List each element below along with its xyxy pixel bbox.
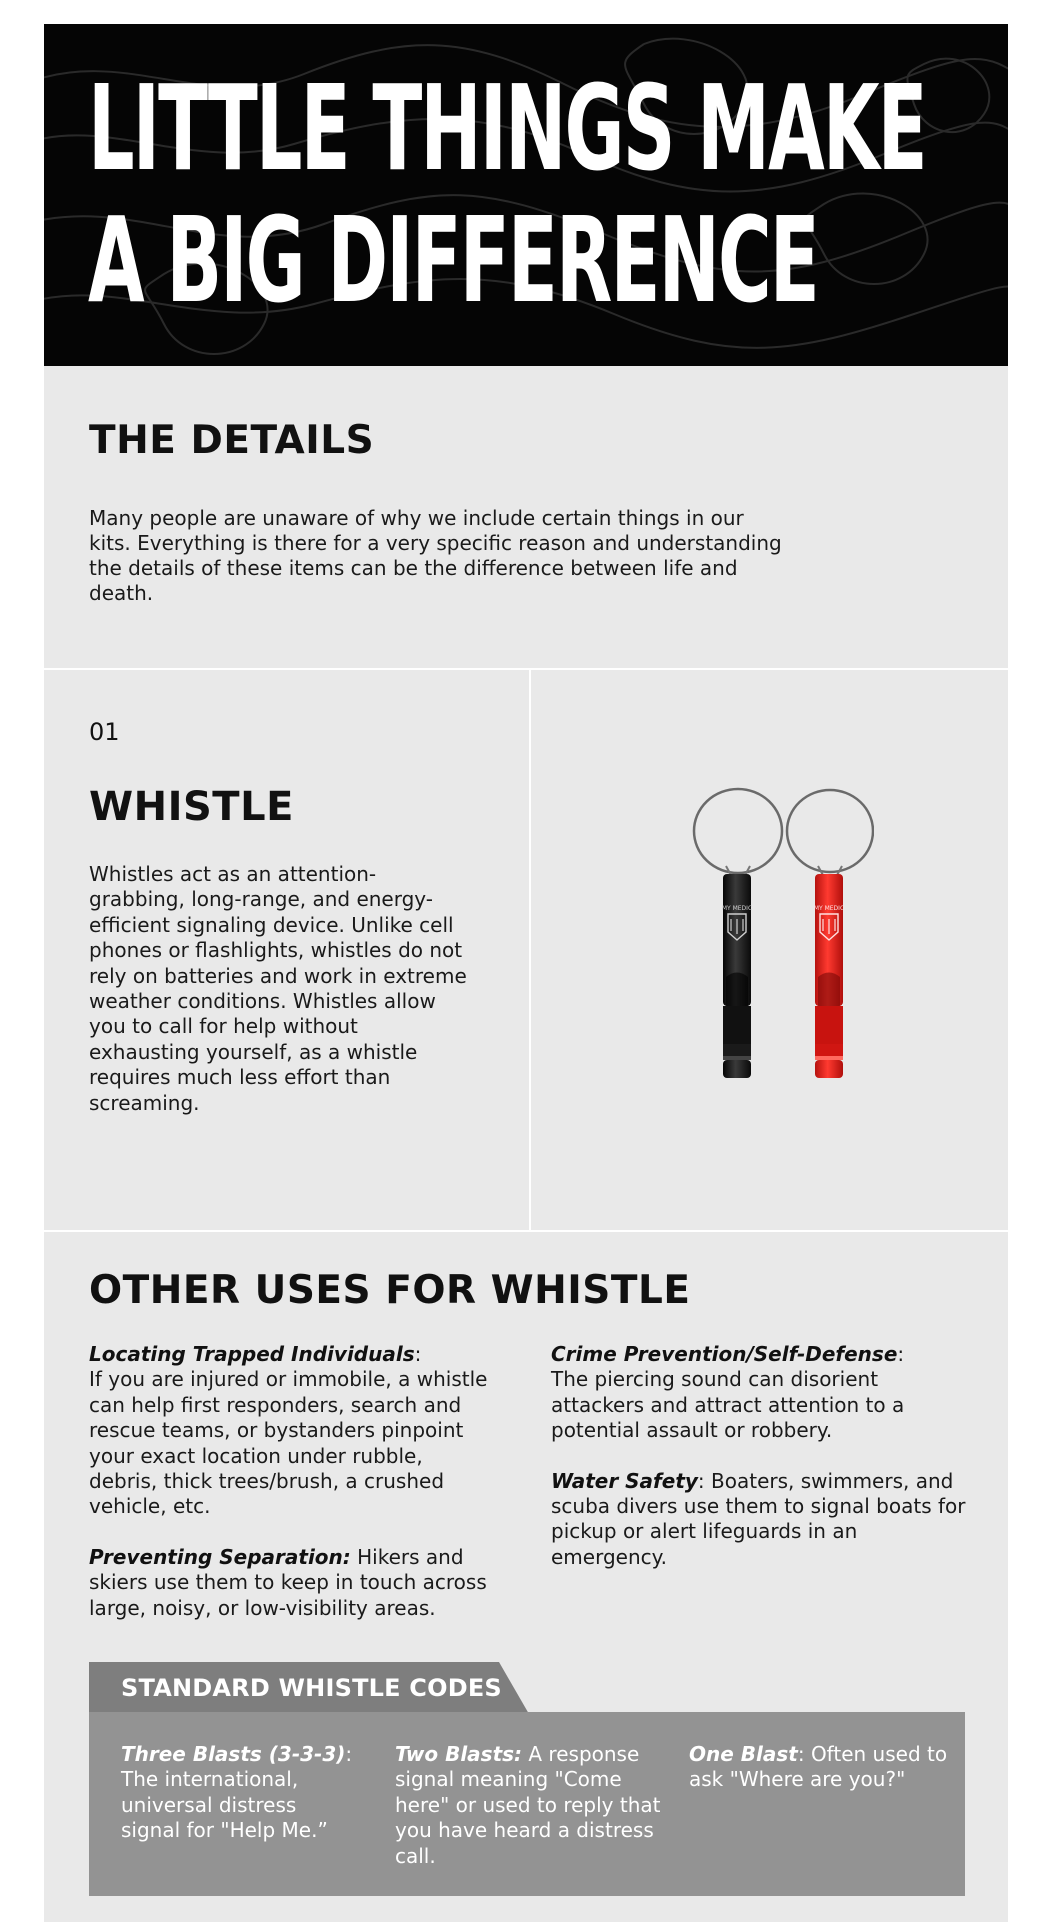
column-divider xyxy=(529,670,531,1230)
code-item xyxy=(121,1742,361,1844)
svg-text:MY MEDIC: MY MEDIC xyxy=(813,905,845,912)
codes-title: STANDARD WHISTLE CODES xyxy=(121,1674,502,1702)
other-uses-section xyxy=(44,1232,1008,1922)
use-item xyxy=(89,1545,489,1621)
code-item xyxy=(689,1742,949,1793)
item-number: 01 xyxy=(89,718,120,746)
use-separator: : xyxy=(414,1342,422,1366)
use-item xyxy=(551,1469,971,1571)
code-text: A response signal meaning "Come here" or used to reply that you have heard a distress call. xyxy=(395,1742,661,1868)
whistle-item-section xyxy=(44,670,1008,1230)
whistles-image xyxy=(634,782,874,1112)
use-text: If you are injured or immobile, a whistle can help first responders, search and rescue teams, or bystanders pinpoint your exact location under rubble, debris, thick trees/brush, a crushed vehicle, etc. xyxy=(89,1367,488,1519)
code-text: The international, universal distress signal for "Help Me.” xyxy=(121,1767,328,1843)
use-text: Boaters, swimmers, and scuba divers use them to signal boats for pickup or alert lifeguards in an emergency. xyxy=(551,1468,966,1569)
code-label: Three Blasts (3-3-3) xyxy=(121,1742,346,1766)
uses-right-column xyxy=(551,1342,971,1595)
use-text: The piercing sound can disorient attackers and attract attention to a potential assault or robbery. xyxy=(551,1367,905,1443)
code-item xyxy=(395,1742,665,1869)
use-separator: : xyxy=(897,1342,905,1366)
use-item xyxy=(89,1342,489,1520)
item-title: WHISTLE xyxy=(89,784,294,830)
use-label: Water Safety xyxy=(551,1468,698,1493)
whistle-codes-panel xyxy=(89,1662,965,1896)
black-whistle-icon xyxy=(694,789,782,1078)
details-body: Many people are unaware of why we include certain things in our kits. Everything is there for a very specific reason and understanding the details of these items can be the difference between life and death. xyxy=(89,506,782,605)
red-whistle-icon xyxy=(787,790,873,1078)
use-label: Crime Prevention/Self-Defense xyxy=(551,1342,898,1366)
hero-title xyxy=(88,59,926,329)
use-label: Locating Trapped Individuals xyxy=(89,1342,415,1366)
code-label: Two Blasts: xyxy=(395,1742,523,1766)
code-separator: : xyxy=(797,1742,811,1766)
details-title: THE DETAILS xyxy=(89,418,375,463)
hero-banner xyxy=(44,24,1008,366)
code-label: One Blast xyxy=(689,1742,798,1766)
code-text: Often used to ask "Where are you?" xyxy=(689,1742,948,1792)
use-text: Hikers and skiers use them to keep in touch across large, noisy, or low-visibility areas. xyxy=(89,1544,487,1620)
code-separator: : xyxy=(345,1742,353,1766)
uses-left-column xyxy=(89,1342,489,1646)
other-uses-title: OTHER USES FOR WHISTLE xyxy=(89,1268,691,1313)
hero-title-line-1: LITTLE THINGS MAKE xyxy=(88,59,926,197)
use-item xyxy=(551,1342,971,1444)
item-body: Whistles act as an attention-grabbing, long-range, and energy-efficient signaling device. Unlike cell phones or flashlights, whistles do not rely on batteries and work in extreme weather conditions. Whistles allow you to call for help without exhausting yourself, as a whistle requires much less effort than screaming. xyxy=(89,862,467,1115)
use-label: Preventing Separation: xyxy=(89,1544,351,1569)
use-separator: : xyxy=(697,1468,712,1493)
svg-text:MY MEDIC: MY MEDIC xyxy=(721,905,753,912)
details-section xyxy=(44,366,1008,668)
hero-title-line-2: A BIG DIFFERENCE xyxy=(88,191,818,329)
infographic-page xyxy=(44,24,1008,1922)
